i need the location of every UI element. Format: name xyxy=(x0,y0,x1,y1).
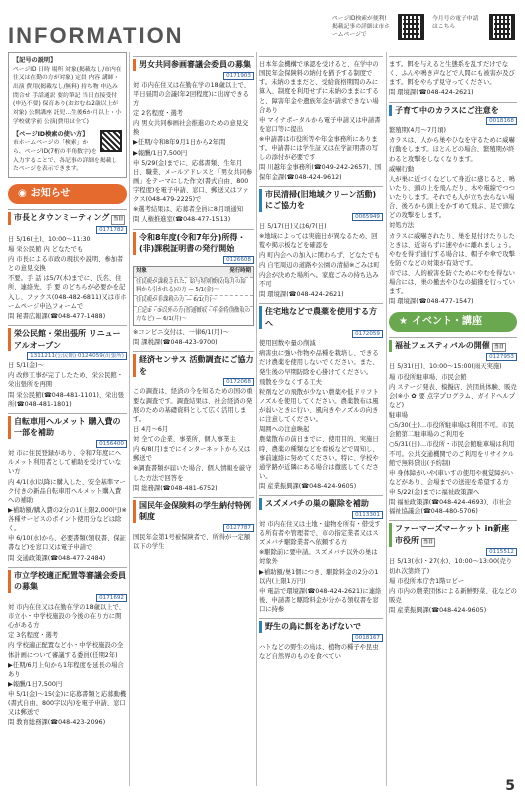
article-line: 不要。手 話 は5/7(木)までに、氏名、住所、連絡先、手 要 のどちらが必要かを記入し、ファクス(048-482-6811)又は市ホームページ申込フォームで xyxy=(8,275,127,310)
article-line: 対 市内在住又は土地・建物を所有・借受する所有者や管理者で、市の指定業者又はスズメバチ駆除業者へ依頼する方 xyxy=(259,520,381,547)
page-id-value[interactable]: 0018167 xyxy=(352,634,383,642)
article-line: 飛散を少なくする工夫 xyxy=(259,378,322,386)
page-id-value[interactable]: 0065949 xyxy=(352,213,383,221)
column-1 xyxy=(8,52,127,786)
article xyxy=(133,229,254,348)
table-row: 上記②・③以外の方(普通徴収・年金特別徴収の方など) — 6/1(月)〜 xyxy=(134,306,253,325)
article-title: 住宅地などで農薬を使用する方へ xyxy=(259,306,383,329)
article-line: 問 秘書広報課(☎048-477-1488) xyxy=(8,312,106,320)
column-2 xyxy=(133,52,254,786)
badge: 当日 xyxy=(492,343,506,352)
article-line: 申 身体障がいや(車いすの使用や視覚障がいなどがあり、会場までの送迎を希望する方 xyxy=(389,469,514,486)
article-line: 繁殖期(4月〜7月頃) xyxy=(389,127,447,135)
article-line: ▶報酬/1日7,500円 xyxy=(8,680,63,688)
article-line: ▶補助額/購入費の2分の1(上限2,000円)※各種サービスのポイント使用分などは除く。 xyxy=(8,506,127,533)
article-line: 粒剤などの飛散が少ない農薬や低ドリフトノズルを使用してください。農薬散布は風が弱いときに行い、風向きやノズルの向きに注意してください。 xyxy=(259,388,379,424)
page-id xyxy=(8,594,127,602)
article xyxy=(133,351,254,493)
article-title: 令和8年度(令和7年分)所得・(非)課税証明書の発行開始 xyxy=(133,232,254,255)
page-number: 5 xyxy=(505,777,515,794)
article-line: 問 川越年金事務所(☎049-242-2657)、国保年金課(☎048-424-9612) xyxy=(259,164,382,181)
article-line: 威嚇行動 xyxy=(389,165,415,173)
article-line: 定 2名程度・選考 xyxy=(133,110,184,118)
article-line: 問 環境課(☎048-424-2621) xyxy=(259,290,344,298)
table-header-cell: 発行時期 xyxy=(229,267,251,274)
article-line: 問 人権推進室(☎048-477-1513) xyxy=(133,216,231,224)
page-id-value[interactable]: 0127787 xyxy=(223,524,254,532)
article-line: 内 ステージ発表、模擬店、渋団員体験、販売会(※小 ✿ 要 点字プログラム、ガイドヘルプなど) xyxy=(389,383,517,409)
page-id xyxy=(389,117,517,125)
article-line: 使用回数や量の削減 xyxy=(259,340,316,348)
article-line: 申 5/1(金)〜15(金)に応募書類と応募動機(書式自由、800字以内)を電子申請、窓口又は郵送で xyxy=(8,691,127,717)
page-id-value[interactable]: 0018168 xyxy=(486,117,517,125)
article-line: 駐車場 xyxy=(389,412,408,420)
article xyxy=(389,337,517,516)
page-id-value[interactable]: 0171782 xyxy=(96,226,127,234)
article-line: 対処方法 xyxy=(389,222,415,230)
article-line: 場 市役所本庁舎1階ロビー xyxy=(389,577,465,585)
page-id xyxy=(133,72,254,80)
legend-items: ページID 日時 場所 対象(掲載なし/市内在住又は在勤の方が対象) 定員 内容 講師・出演 費用(掲載なし/無料) 持ち物 申込み 問合せ 手話通訳 要約筆記 当日直接受付(申込不要) 保育あり(おおむね2歳以上が対象) 公開講座 託児…生後6か月以上・小学校就学前 公演(費用は全て) xyxy=(13,66,122,125)
article-line: ○5/31(日)…市役所・市民会館駐車場は利用不可。公共交通機関でのご利用をリサイクル館で無料貸出(予約制) xyxy=(389,441,515,467)
article-line: 市では、人的被害を防ぐためにやむを得ない場合には、巣の撤去やひなの捕獲を行っています。 xyxy=(389,270,515,296)
page-id-value[interactable]: 0172068 xyxy=(223,378,254,386)
page-id xyxy=(259,634,383,642)
article-line: ます。餌を与えると生態系を乱すだけでなく、ふんや鳴き声などで人間にも被害が及びます。餌をやらず見守ってください。 xyxy=(389,61,515,87)
article-line: カラスは、人から巣やひなを守るために威嚇行動をします。ほとんどの場合、繁殖期が終わると攻撃をしなくなります。 xyxy=(389,137,515,163)
article-line: 日 5/16(土)、10:00〜11:30 xyxy=(8,235,91,243)
article-line: 内 男女共同参画社会推進のための意見交換 xyxy=(133,120,249,137)
page-id-value[interactable]: 0113301 xyxy=(352,511,383,519)
qr-note-search: ページID検索が便利!掲載記事の詳細は市ホームページで xyxy=(332,16,390,38)
info-icon: ◉ xyxy=(18,187,27,199)
section-title: お知らせ xyxy=(30,187,71,199)
article-line: ※調査書類が届いた場合、個人情報を厳守した方法で回答を xyxy=(133,465,252,482)
article-title: 経済センサス 活動調査にご協力を xyxy=(133,354,254,377)
page-id xyxy=(389,353,517,361)
article-line: ※地域によっては実施日が異なるため、回覧や掲示板などを確認を xyxy=(259,233,378,250)
article-line: 問 交通政策課(☎048-477-2484) xyxy=(8,554,106,562)
page-title: INFORMATION xyxy=(8,23,184,48)
article-line: ▶補助額/巣1個につき、駆除料金の2分の1以内(上限1万円) xyxy=(259,568,379,585)
article xyxy=(259,186,383,299)
article xyxy=(259,495,383,614)
pageid-title: 【ページID検索の使い方】 xyxy=(13,130,89,138)
article-line: 日本年金機構で承認を受けると、在学中の国民年金保険料の納付を猶予する制度です。未納のままだと、受給資格期間のみに算入、制度を利用せずに未納のままにすると、障害年金や遺族年金が請求できない場合あり xyxy=(259,61,379,114)
article-line: 問 課税課(☎048-423-9700) xyxy=(133,338,218,346)
article-line: 対 市に住民登録があり、令和7年度にヘルメット利用者として補助を受けていない方 xyxy=(8,450,122,476)
qr-code-icon[interactable] xyxy=(489,14,515,40)
article-line: 問 福祉政策課(☎048-424-4693)、市社会福祉協議会(☎048-480-5706) xyxy=(389,499,512,516)
article-line: ※コンビニ交付は、一律6/1(月)〜 xyxy=(133,328,229,336)
page-id xyxy=(389,548,517,556)
article-line: 申 マイナポータルから電子申請又は申請書を窓口等に提出 xyxy=(259,116,381,133)
article-line: 日 5/1(金)〜 xyxy=(8,362,44,370)
article xyxy=(389,56,517,98)
page-id xyxy=(259,511,383,519)
page-id xyxy=(8,226,127,234)
page-id xyxy=(8,352,127,360)
pageid-text: 市ホームページの「検索」から、ページID(7桁の半角数字)を入力することで、各記事の詳細を掲載したページを表示できます。 xyxy=(13,140,118,173)
article-line: 国民年金第1号被保険者で、所得が一定額以下の学生 xyxy=(133,534,251,551)
page-id-value[interactable]: 0171692 xyxy=(96,594,127,602)
article-line: 日 4月〜6月 xyxy=(133,425,169,433)
table-row: 住民税が課税された、給与特別徴収(毎月の給料から引かれる)の方 — 5/1(金)〜 xyxy=(134,277,253,296)
legend-box xyxy=(8,52,127,178)
section-title: イベント・講座 xyxy=(411,315,482,327)
article-line: 問 教育総務課(☎048-423-2096) xyxy=(8,719,106,727)
article-line: 内 市長による市政の現状や説明、参加者との意見交換 xyxy=(8,256,124,273)
table-row: 住民税が非課税の方 — 6/1(月)〜 xyxy=(134,295,253,306)
page-id-value[interactable]: 0171903 xyxy=(223,72,254,80)
article xyxy=(259,618,383,661)
page-id xyxy=(259,213,383,221)
article-line: 対 全ての企業、事業所、個人事業主 xyxy=(133,436,236,444)
article-line: 申 6/10(水)から、必要書類(領収書、保証書など)を窓口又は電子申請で xyxy=(8,535,126,552)
article-line: 内 町内会への加入に関わらず、どなたでも xyxy=(259,252,381,260)
column-4 xyxy=(389,52,517,786)
star-icon: ★ xyxy=(399,315,408,327)
article-line: 申 電話で環境課(☎048-424-2621)に連絡後、申請書と駆除料金が分かる領収書を窓口に持参 xyxy=(259,587,382,614)
page-id xyxy=(133,524,254,532)
article-title: 福祉フェスティバルの開催 当日 xyxy=(389,340,517,352)
article-line: 内 学校適正配置など小・中学校施設の全体計画について審議する委員(任期2年) xyxy=(8,642,124,659)
article-line: 農薬散布の前日までに、使用目的、実施日時、農薬の種類などを看板などで周知し、事前連絡に努めてください。特に、学校や通学路が近隣にある場合は徹底してください。 xyxy=(259,436,379,480)
qr-note-esubmit: 今月号の電子申請はこちら xyxy=(432,16,479,30)
page-id-value[interactable]: 0172059 xyxy=(352,330,383,338)
article-title: 野生の鳥に餌をあげないで xyxy=(259,621,383,633)
article-line: ▶任期/令和8年9月1日から2年間 xyxy=(133,139,226,147)
article-line: 内 市内の農業団体による新鮮野菜、花などの販売 xyxy=(389,587,517,604)
article-line: 定 3名程度・選考 xyxy=(8,632,59,640)
page-id xyxy=(259,330,383,338)
article-line: 病害虫に強い作物や品種を栽培し、できるだけ農薬を使用しないでください。また、発生後の早期防除を心掛けてください。 xyxy=(259,350,379,376)
qr-code-icon[interactable] xyxy=(100,130,122,152)
badge: 当日 xyxy=(111,215,125,224)
table-header xyxy=(134,267,253,277)
article-title: 市立学校適正配置等審議会委員の募集 xyxy=(8,570,127,593)
article-line: カラスに威嚇されたり、巣を見付けたりしたときは、近寄らずに速やかに離れましょう。やむを得ず通行する場合は、帽子や傘で攻撃を防ぐなどの対策が有効です。 xyxy=(389,232,515,267)
article-line: 内 6/8(月)までにインターネットから又は郵送で xyxy=(133,446,251,463)
article xyxy=(8,209,127,320)
page-id-value[interactable]: 0127953 xyxy=(486,353,517,361)
article-line: この調査は、経済の今を知るための国の重要な調査です。調査結果は、社会経済の発展のための基礎資料として広く活用します。 xyxy=(133,388,253,423)
article-line: ○5/30(土)…市役所駐車場は利用不可。市民会館第二駐車場のご利用を xyxy=(389,422,515,439)
article xyxy=(133,56,254,225)
page-id-value[interactable]: 0156400 xyxy=(96,440,127,448)
article-title: 市民清掃(旧地域クリーン活動)にご協力を xyxy=(259,189,383,212)
column-3 xyxy=(259,52,383,786)
article xyxy=(8,567,127,728)
article-title: ファーマーズマーケット in新座市役所 当日 xyxy=(389,523,517,547)
article-line: 問 栄公民館(☎048-481-1101)、栄出張所(☎048-481-1801) xyxy=(8,391,125,408)
article-line: 人が巣に近づくなどして身近に感じると、鳴いたり、頭の上を飛んだり、木や電線でつついたりします。それでも人が立ち去らない場合、後ろから頭上をかすめて飛ぶ、足で頭などの攻撃をします。 xyxy=(389,175,516,220)
page-id xyxy=(133,378,254,386)
article-line: ※申請書は市役所等や年金事務所にあります。申請書には学生証又は在学証明書の写しの添付が必要です xyxy=(259,136,379,162)
article xyxy=(133,497,254,552)
issuance-table xyxy=(133,266,254,326)
article-title: 自転車用ヘルメット 購入費の一部を補助 xyxy=(8,416,127,439)
qr-code-icon[interactable] xyxy=(398,14,424,40)
article-line: 日 5/13(水)・27(水)、10:00〜13:00(売り切れ次第終了) xyxy=(389,558,513,575)
article-line: ▶報酬/1日7,500円 xyxy=(133,149,188,157)
badge: 当日 xyxy=(421,538,435,547)
article-line: 問 環境課(☎048-477-1547) xyxy=(389,298,474,306)
article-title: 子育て中のカラスにご注意を xyxy=(389,105,517,117)
article xyxy=(389,520,517,615)
article-line: 対 市内在住又は在勤在学の18歳以上で、平日昼間の会議(年2回程度)に出席できる方 xyxy=(133,81,250,107)
article-line: 内 自宅周辺の道路や公園の清掃※ごみは町内会が決めた場所へ。家庭ごみの持ち込み不可 xyxy=(259,262,380,288)
article-line: 周囲への注意喚起 xyxy=(259,426,310,434)
article-title: 市長とタウンミーティング 当日 xyxy=(8,212,127,224)
article-line: 対 市内在住又は在勤在学の18歳以上で、市立小・中学校施設の今後の在り方に関心がある方 xyxy=(8,603,125,630)
article-line: 申 5/29(金)までに、応募書類、生年月日、職業、メールアドレスと「男女共同参画」をテーマにした作文(書式自由、800字程度)を電子申請、窓口、郵送又はファクス(048-479-2225)で xyxy=(133,159,253,204)
article-line: 日 5/31(日)、10:00〜15:00(雨天実施) xyxy=(389,363,502,371)
article-line: 内 4/1(水)以降に購入した、安全基準マーク付きの新品自転車用ヘルメット購入費への補助 xyxy=(8,478,126,504)
page-id-value[interactable]: 1311211(公民館) 0124059(出張所) xyxy=(27,352,127,360)
page-id-value[interactable]: 0126608 xyxy=(223,256,254,264)
article-title: スズメバチの巣の駆除を補助 xyxy=(259,498,383,510)
article-line: 場 栄公民館 内 どなたでも xyxy=(8,245,84,253)
page-id xyxy=(133,256,254,264)
article xyxy=(389,102,517,307)
page-id xyxy=(8,440,127,448)
section-header-event xyxy=(389,312,517,333)
article-line: ▶任期/6月上旬から1年程度を延長の場合あり xyxy=(8,661,124,678)
article-line: 問 環境課(☎048-424-2621) xyxy=(389,89,474,97)
article-line: 場 市役所駐車場、市民会館 xyxy=(389,373,467,381)
article xyxy=(8,413,127,563)
article-line: 問 産業振興課(☎048-424-9605) xyxy=(389,607,487,615)
article xyxy=(259,56,383,182)
article-line: 問 産業振興課(☎048-424-9605) xyxy=(259,483,357,491)
article-line: 問 総務課(☎048-481-6752) xyxy=(133,484,218,492)
article-title: 栄公民館・栄出張所 リニューアルオープン xyxy=(8,328,127,351)
article xyxy=(8,325,127,409)
table-header-cell: 対象 xyxy=(136,267,147,274)
article-title: 男女共同参画審議会委員の募集 xyxy=(133,59,254,71)
article-title: 国民年金保険料の学生納付特例制度 xyxy=(133,500,254,523)
article-line: 内 改修工事が完了したため、栄公民館・栄出張所を再開 xyxy=(8,372,124,389)
article-line: 申 5/22(金)までに福祉政策課へ xyxy=(389,489,480,497)
article-line: ※選考結果は、応募者全員に8月頃通知 xyxy=(133,206,244,214)
article-line: ハトなどの野生の鳥は、植物の種子や昆虫など自然界のものを食べてい xyxy=(259,643,379,660)
page-id-value[interactable]: 0115512 xyxy=(486,548,517,556)
article-line: ※駆除前に要申請。スズメバチ以外の巣は対象外 xyxy=(259,549,378,566)
section-header-oshirase xyxy=(8,184,127,205)
legend-title: 【記号の説明】 xyxy=(13,57,57,64)
article-line: 日 5/17(日)又は6/7(日) xyxy=(259,222,327,230)
article xyxy=(259,303,383,491)
